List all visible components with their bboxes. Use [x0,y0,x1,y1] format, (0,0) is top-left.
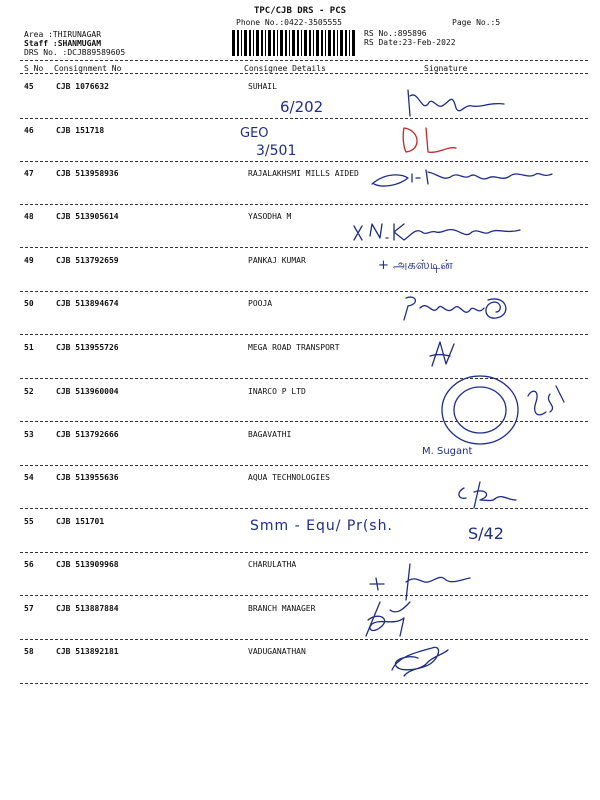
row-sno: 46 [24,126,34,135]
document-title: TPC/CJB DRS - PCS [253,6,347,16]
row-sno: 50 [24,299,34,308]
row-consignee: MEGA ROAD TRANSPORT [248,343,340,352]
row-consignment: CJB 151701 [56,517,105,526]
page-number: Page No.:5 [452,18,501,27]
drs-number: DRS No. :DCJB89589605 [24,48,126,57]
row-divider [20,552,588,553]
signature-row47 [368,164,558,192]
signature-row48 [350,218,526,248]
row-sno: 55 [24,517,34,526]
row-consignee: SUHAIL [248,82,277,91]
handwritten-note-row49: + அகஸ்டின் [378,258,453,273]
row-consignment: CJB 513792659 [56,256,119,265]
row-consignment: CJB 513960004 [56,387,119,396]
handwritten-note-row46-line2: 3/501 [256,143,297,159]
row-consignment: CJB 513909968 [56,560,119,569]
row-sno: 47 [24,169,34,178]
handwritten-note-row45: 6/202 [280,98,324,116]
signature-row54 [452,478,522,512]
signature-row50 [398,290,516,324]
row-consignee: VADUGANATHAN [248,647,306,656]
row-consignment: CJB 513955726 [56,343,119,352]
column-header-signature: Signature [424,64,468,73]
row-divider [20,683,588,684]
row-consignee: CHARULATHA [248,560,297,569]
row-consignee: YASODHA M [248,212,292,221]
row-consignee: PANKAJ KUMAR [248,256,306,265]
row-consignment: CJB 513955636 [56,473,119,482]
row-consignment: CJB 513887884 [56,604,119,613]
area-label: Area :THIRUNAGAR [24,30,102,39]
rs-number: RS No.:895896 [364,29,427,38]
row-divider [20,465,588,466]
row-divider [20,639,588,640]
row-sno: 56 [24,560,34,569]
row-consignment: CJB 513892181 [56,647,119,656]
company-stamp-row52 [436,372,586,452]
row-sno: 51 [24,343,34,352]
column-header-consignment: Consignment No [54,64,122,73]
handwritten-note-row55: Smm - Equ/ Pr(sh. [250,518,393,534]
row-consignee: BAGAVATHI [248,430,292,439]
row-divider [20,595,588,596]
header-divider-bottom [20,73,588,74]
signature-row51 [424,336,464,370]
row-consignee: BRANCH MANAGER [248,604,316,613]
row-consignment: CJB 151718 [56,126,105,135]
row-consignment: CJB 513792666 [56,430,119,439]
signature-row46 [398,124,460,156]
row-consignment: CJB 513905614 [56,212,119,221]
column-header-sno: S No [24,64,44,73]
row-sno: 53 [24,430,34,439]
row-divider [20,161,588,162]
row-consignee: POOJA [248,299,273,308]
row-consignee: INARCO P LTD [248,387,306,396]
row-sno: 48 [24,212,34,221]
row-sno: 45 [24,82,34,91]
row-sno: 49 [24,256,34,265]
row-sno: 57 [24,604,34,613]
handwritten-note-row53: M. Sugant [422,446,473,457]
signature-row45 [400,82,510,122]
row-sno: 52 [24,387,34,396]
handwritten-note-row46-line1: GEO [240,126,269,141]
row-consignee: AQUA TECHNOLOGIES [248,473,330,482]
phone-number: Phone No.:0422-3505555 [236,18,342,27]
signature-row58 [388,640,452,680]
row-sno: 58 [24,647,34,656]
row-divider [20,204,588,205]
signature-row57 [360,596,416,642]
column-header-consignee: Consignee Details [244,64,326,73]
row-consignment: CJB 513894674 [56,299,119,308]
rs-date: RS Date:23-Feb-2022 [364,38,456,47]
staff-label: Staff :SHANMUGAM [24,39,102,48]
handwritten-note-row55-initials: S/42 [468,524,504,543]
row-divider [20,334,588,335]
row-consignment: CJB 513958936 [56,169,119,178]
row-sno: 54 [24,473,34,482]
row-consignee: RAJALAKHSMI MILLS AIDED [248,169,359,178]
header-divider-top [20,60,588,61]
row-consignment: CJB 1076632 [56,82,109,91]
barcode [232,30,356,56]
